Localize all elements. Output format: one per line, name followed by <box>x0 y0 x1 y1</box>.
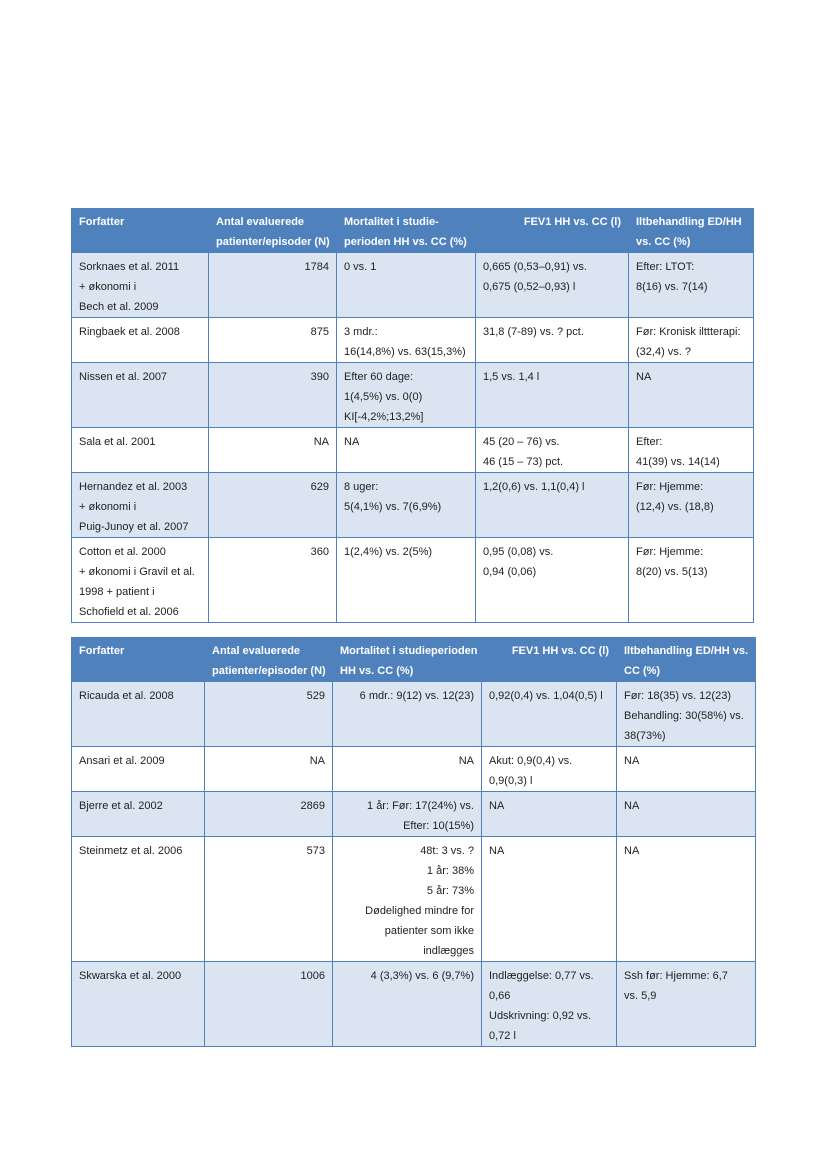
table-row <box>72 253 754 318</box>
fev1-cell: 0,92(0,4) vs. 1,04(0,5) l <box>482 682 617 747</box>
oxygen-cell: NA <box>617 792 756 837</box>
oxygen-cell: NA <box>629 363 754 428</box>
count-cell: NA <box>209 428 337 473</box>
header-cell: FEV1 HH vs. CC (l) <box>476 209 629 253</box>
count-cell: 1006 <box>205 962 333 1047</box>
count-cell: 360 <box>209 538 337 623</box>
mortality-cell: Efter 60 dage: 1(4,5%) vs. 0(0) KI[-4,2%;13,2%] <box>337 363 476 428</box>
oxygen-cell: NA <box>617 837 756 962</box>
table-header-row <box>72 209 754 253</box>
header-cell: Iltbehandling ED/HH vs. CC (%) <box>617 638 756 682</box>
header-cell: Antal evaluerede patienter/episoder (N) <box>209 209 337 253</box>
table-row <box>72 473 754 538</box>
header-cell: FEV1 HH vs. CC (l) <box>482 638 617 682</box>
mortality-cell: 1(2,4%) vs. 2(5%) <box>337 538 476 623</box>
table-header-row <box>72 638 756 682</box>
author-cell: Bjerre et al. 2002 <box>72 792 205 837</box>
table-row <box>72 962 756 1047</box>
oxygen-cell: Efter: 41(39) vs. 14(14) <box>629 428 754 473</box>
fev1-cell: 31,8 (7-89) vs. ? pct. <box>476 318 629 363</box>
mortality-cell: NA <box>333 747 482 792</box>
table-row <box>72 538 754 623</box>
mortality-cell: 3 mdr.: 16(14,8%) vs. 63(15,3%) <box>337 318 476 363</box>
table-row <box>72 363 754 428</box>
mortality-cell: 1 år: Før: 17(24%) vs. Efter: 10(15%) <box>333 792 482 837</box>
header-cell: Mortalitet i studie- perioden HH vs. CC (%) <box>337 209 476 253</box>
count-cell: 390 <box>209 363 337 428</box>
count-cell: 529 <box>205 682 333 747</box>
header-cell: Forfatter <box>72 209 209 253</box>
author-cell: Ricauda et al. 2008 <box>72 682 205 747</box>
oxygen-cell: Før: Hjemme: 8(20) vs. 5(13) <box>629 538 754 623</box>
mortality-cell: 0 vs. 1 <box>337 253 476 318</box>
count-cell: NA <box>205 747 333 792</box>
mortality-cell: 4 (3,3%) vs. 6 (9,7%) <box>333 962 482 1047</box>
count-cell: 2869 <box>205 792 333 837</box>
fev1-cell: 0,95 (0,08) vs. 0,94 (0,06) <box>476 538 629 623</box>
author-cell: Ansari et al. 2009 <box>72 747 205 792</box>
author-cell: Hernandez et al. 2003 + økonomi i Puig-Junoy et al. 2007 <box>72 473 209 538</box>
count-cell: 573 <box>205 837 333 962</box>
oxygen-cell: NA <box>617 747 756 792</box>
fev1-cell: NA <box>482 792 617 837</box>
comparison-table-2 <box>71 637 756 1047</box>
header-cell: Iltbehandling ED/HH vs. CC (%) <box>629 209 754 253</box>
comparison-table-1 <box>71 208 754 623</box>
author-cell: Sala et al. 2001 <box>72 428 209 473</box>
table-row <box>72 837 756 962</box>
fev1-cell: Akut: 0,9(0,4) vs. 0,9(0,3) l <box>482 747 617 792</box>
fev1-cell: 45 (20 – 76) vs. 46 (15 – 73) pct. <box>476 428 629 473</box>
count-cell: 629 <box>209 473 337 538</box>
oxygen-cell: Efter: LTOT: 8(16) vs. 7(14) <box>629 253 754 318</box>
fev1-cell: NA <box>482 837 617 962</box>
table-row <box>72 428 754 473</box>
author-cell: Ringbaek et al. 2008 <box>72 318 209 363</box>
oxygen-cell: Før: Kronisk ilttterapi: (32,4) vs. ? <box>629 318 754 363</box>
count-cell: 1784 <box>209 253 337 318</box>
table-row <box>72 682 756 747</box>
header-cell: Forfatter <box>72 638 205 682</box>
oxygen-cell: Før: Hjemme: (12,4) vs. (18,8) <box>629 473 754 538</box>
table-row <box>72 318 754 363</box>
table-row <box>72 747 756 792</box>
fev1-cell: Indlæggelse: 0,77 vs. 0,66 Udskrivning: 0,92 vs. 0,72 l <box>482 962 617 1047</box>
author-cell: Sorknaes et al. 2011 + økonomi i Bech et al. 2009 <box>72 253 209 318</box>
fev1-cell: 1,5 vs. 1,4 l <box>476 363 629 428</box>
oxygen-cell: Ssh før: Hjemme: 6,7 vs. 5,9 <box>617 962 756 1047</box>
header-cell: Antal evaluerede patienter/episoder (N) <box>205 638 333 682</box>
mortality-cell: 8 uger: 5(4,1%) vs. 7(6,9%) <box>337 473 476 538</box>
header-cell: Mortalitet i studieperioden HH vs. CC (%) <box>333 638 482 682</box>
oxygen-cell: Før: 18(35) vs. 12(23) Behandling: 30(58%) vs. 38(73%) <box>617 682 756 747</box>
mortality-cell: 48t: 3 vs. ? 1 år: 38% 5 år: 73% Dødelighed mindre for patienter som ikke indlægges <box>333 837 482 962</box>
count-cell: 875 <box>209 318 337 363</box>
author-cell: Nissen et al. 2007 <box>72 363 209 428</box>
mortality-cell: NA <box>337 428 476 473</box>
author-cell: Cotton et al. 2000 + økonomi i Gravil et al. 1998 + patient i Schofield et al. 2006 <box>72 538 209 623</box>
table-row <box>72 792 756 837</box>
fev1-cell: 1,2(0,6) vs. 1,1(0,4) l <box>476 473 629 538</box>
author-cell: Steinmetz et al. 2006 <box>72 837 205 962</box>
author-cell: Skwarska et al. 2000 <box>72 962 205 1047</box>
mortality-cell: 6 mdr.: 9(12) vs. 12(23) <box>333 682 482 747</box>
fev1-cell: 0,665 (0,53–0,91) vs. 0,675 (0,52–0,93) l <box>476 253 629 318</box>
